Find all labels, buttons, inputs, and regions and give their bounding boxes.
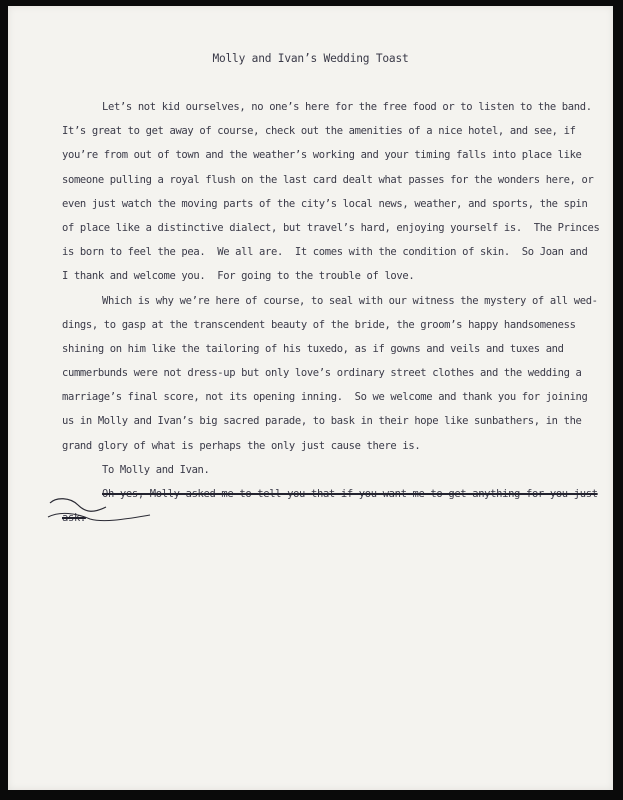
body-line: someone pulling a royal flush on the last card dealt what passes for the wonders here, or [62,173,594,186]
body-line: of place like a distinctive dialect, but travel’s hard, enjoying yourself is. The Princes [62,221,600,234]
body-line: Which is why we’re here of course, to seal with our witness the mystery of all wed- [102,294,598,307]
document-title: Molly and Ivan’s Wedding Toast [212,52,409,65]
body-line: is born to feel the pea. We all are. It comes with the condition of skin. So Joan and [62,246,588,259]
body-line: shining on him like the tailoring of his tuxedo, as if gowns and veils and tuxes and [62,342,564,355]
body-line: grand glory of what is perhaps the only just cause there is. [62,439,421,452]
body-line: us in Molly and Ivan’s big sacred parade, to bask in their hope like sunbathers, in the [62,415,582,428]
body-line: you’re from out of town and the weather’s working and your timing falls into place like [62,149,582,162]
body-line: marriage’s final score, not its opening inning. So we welcome and thank you for joining [62,391,588,404]
struck-line: ask. [62,512,86,525]
body-line: Let’s not kid ourselves, no one’s here for the free food or to listen to the band. [102,101,592,113]
document-body [62,95,602,530]
struck-line: Oh yes, Molly asked me to tell you that if you want me to get anything for you just [102,488,598,500]
pen-scribble-mark [46,493,166,533]
body-line: It’s great to get away of course, check out the amenities of a nice hotel, and see, if [62,125,576,138]
body-line: To Molly and Ivan. [102,463,210,476]
document-page [8,6,613,790]
body-line: cummerbunds were not dress-up but only love’s ordinary street clothes and the wedding a [62,367,582,380]
body-line: I thank and welcome you. For going to the trouble of love. [62,270,415,283]
body-line: even just watch the moving parts of the city’s local news, weather, and sports, the spin [62,197,588,210]
body-line: dings, to gasp at the transcendent beauty of the bride, the groom’s happy handsomeness [62,318,576,331]
